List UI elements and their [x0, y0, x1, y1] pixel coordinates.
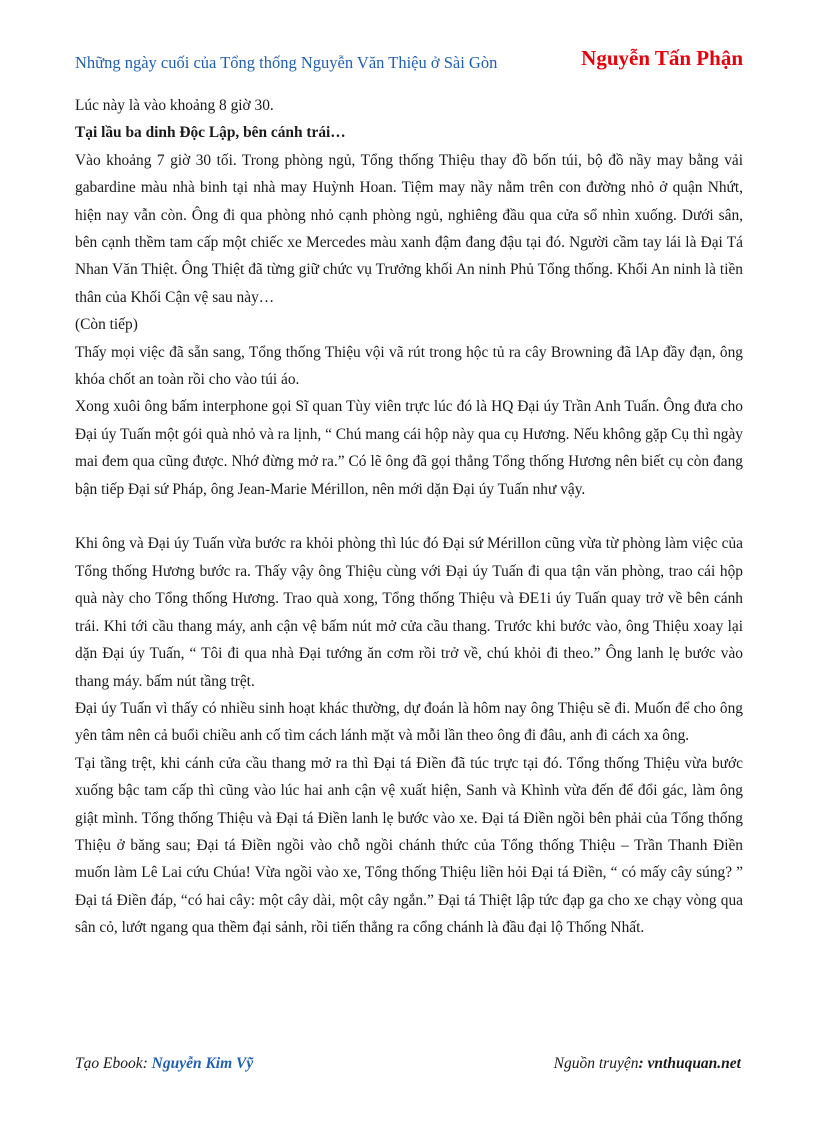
source-credit: Nguồn truyện: vnthuquan.net — [553, 1055, 741, 1072]
author-name: Nguyễn Tấn Phận — [581, 46, 743, 70]
paragraph: (Còn tiếp) — [75, 316, 138, 334]
paragraph-spacer — [75, 503, 743, 530]
paragraph: Lúc này là vào khoảng 8 giờ 30. — [75, 97, 274, 114]
paragraph: Tại tầng trệt, khi cánh cửa cầu thang mở ra thì Đại tá Điền đã túc trực tại đó. Tổng thống Thiệu vừa bước xuống bậc tam cấp thì cũng vào lúc hai anh cận vệ xuất hiện, Sanh và Khình vừa đến để đổi gác, làm ông giật mình. Tổng thống Thiệu và Đại tá Điền lanh lẹ bước vào xe. Đại tá Điền ngồi bên phải của Tổng thống Thiệu ở băng sau; Đại tá Điền ngồi vào chỗ ngồi chánh thức của Tổng thống Thiệu – Trần Thanh Điền muốn làm Lê Lai cứu Chúa! Vừa ngồi vào xe, Tổng thống Thiệu liền hỏi Đại tá Điền, “ có mấy cây súng? ” Đại tá Điền đáp, “có hai cây: một cây dài, một cây ngắn.” Đại tá Thiệt lập tức đạp ga cho xe chạy vòng qua sân cỏ, lướt ngang qua thềm đại sảnh, rồi tiến thẳng ra cổng chánh là đầu đại lộ Thống Nhất. — [75, 754, 743, 937]
ebook-creator: Nguyễn Kim Vỹ — [151, 1055, 254, 1072]
book-title: Những ngày cuối của Tổng thống Nguyễn Văn Thiệu ở Sài Gòn — [75, 53, 498, 72]
paragraph: Xong xuôi ông bấm interphone gọi Sĩ quan Tùy viên trực lúc đó là HQ Đại úy Trần Anh Tuấn. Ông đưa cho Đại úy Tuấn một gói quà nhỏ và ra lịnh, “ Chú mang cái hộp này qua cụ Hương. Nếu không gặp Cụ thì ngày mai đem qua cũng được. Nhớ đừng mở ra.” Có lẽ ông đã gọi thẳng Tổng thống Hương nên biết cụ còn đang bận tiếp Đại sứ Pháp, ông Jean-Marie Mérillon, nên mới dặn Đại úy Tuấn như vậy. — [75, 398, 743, 498]
page-body — [75, 92, 743, 942]
paragraph: Vào khoảng 7 giờ 30 tối. Trong phòng ngủ, Tổng thống Thiệu thay đồ bốn túi, bộ đồ nầy may bằng vải gabardine màu nhà binh tại nhà may Huỳnh Hoan. Tiệm may nầy nằm trên con đường nhỏ ở quận Nhứt, hiện nay vẫn còn. Ông đi qua phòng nhỏ cạnh phòng ngủ, nghiêng đầu qua cửa sổ nhìn xuống. Dưới sân, bên cạnh thềm tam cấp một chiếc xe Mercedes màu xanh đậm đang đậu tại đó. Người cầm tay lái là Đại Tá Nhan Văn Thiệt. Ông Thiệt đã từng giữ chức vụ Trưởng khối An ninh Phủ Tổng thống. Khối An ninh là tiền thân của Khối Cận vệ sau này… — [75, 151, 743, 306]
source-label: Nguồn truyện — [553, 1055, 639, 1072]
page-header — [75, 46, 745, 76]
source-site: vnthuquan.net — [647, 1055, 741, 1072]
paragraph: Đại úy Tuấn vì thấy có nhiều sinh hoạt khác thường, dự đoán là hôm nay ông Thiệu sẽ đi. Muốn để cho ông yên tâm nên cả buổi chiều anh cố tìm cách lánh mặt và mỗi lần theo ông đi đâu, anh đi cách xa ông. — [75, 699, 743, 745]
paragraph: Khi ông và Đại úy Tuấn vừa bước ra khỏi phòng thì lúc đó Đại sứ Mérillon cũng vừa từ phòng làm việc của Tổng thống Hương bước ra. Thấy vậy ông Thiệu cùng với Đại úy Tuấn đi qua tận văn phòng, trao cái hộp quà này cho Tổng thống Hương. Trao quà xong, Tổng thống Thiệu và ĐE1i úy Tuấn quay trở về bên cánh trái. Khi tới cầu thang máy, anh cận vệ bấm nút mở cửa cầu thang. Trước khi bước vào, ông Thiệu xoay lại dặn Đại úy Tuấn, “ Tôi đi qua nhà Đại tướng ăn cơm rồi trở về, chú khỏi đi theo.” Ông lanh lẹ bước vào thang máy. bấm nút tầng trệt. — [75, 535, 743, 690]
ebook-label: Tạo Ebook — [75, 1055, 143, 1072]
section-heading: Tại lầu ba dinh Độc Lập, bên cánh trái… — [75, 124, 346, 142]
ebook-credit: Tạo Ebook: Nguyễn Kim Vỹ — [75, 1055, 254, 1072]
paragraph: Thấy mọi việc đã sẵn sang, Tổng thống Thiệu vội vã rút trong hộc tủ ra cây Browning đã lAp đầy đạn, ông khóa chốt an toàn rồi cho vào túi áo. — [75, 343, 743, 389]
